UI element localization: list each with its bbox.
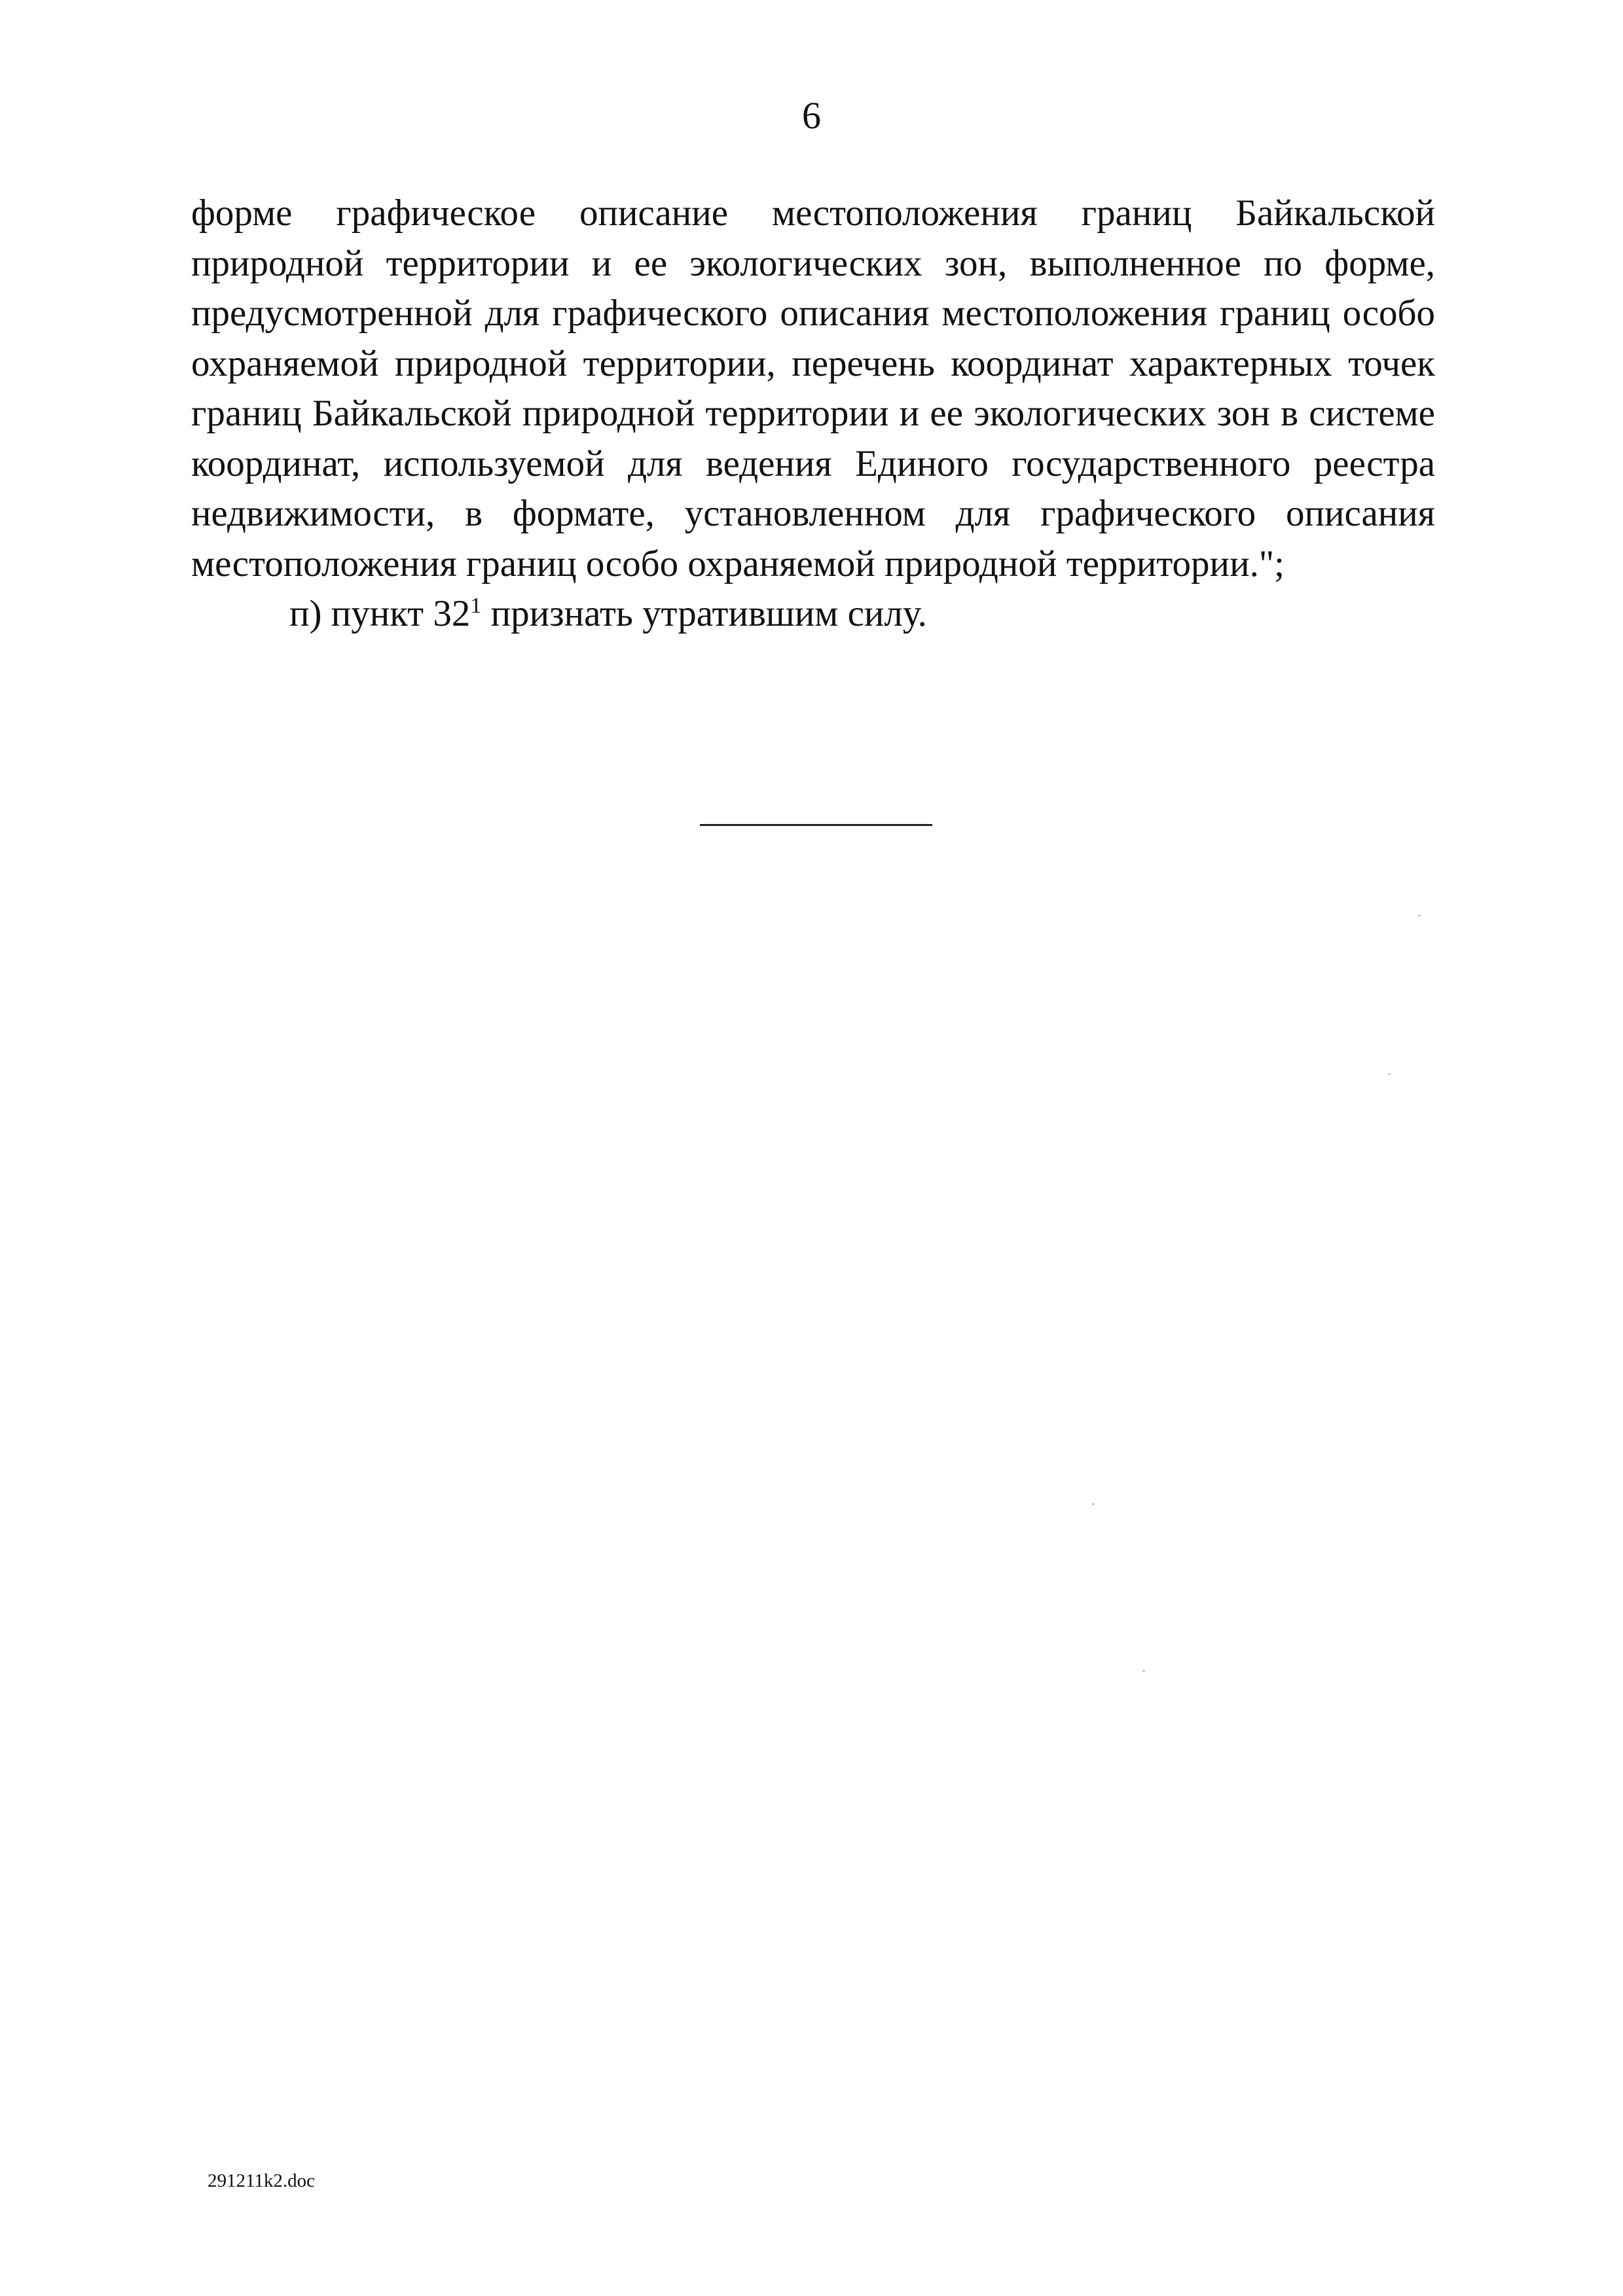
scan-speck: [1092, 1503, 1095, 1505]
scan-speck: [1142, 1670, 1145, 1672]
scan-speck: [1418, 915, 1421, 916]
paragraph-item-p: [191, 589, 1435, 639]
scan-speck: [1388, 1073, 1391, 1075]
paragraph-item-p-lead: п) пункт 32: [289, 593, 471, 634]
document-body: [191, 188, 1435, 639]
superscript-index: 1: [470, 594, 482, 618]
end-separator-line: [700, 824, 932, 826]
paragraph-boundaries-description: форме графическое описание местоположения границ Байкальской природной территории и ее экологических зон, выполненное по форме, предусмотренной для графического описания местоположения границ особо охраняемой природной территории, перечень координат характерных точек границ Байкальской природной территории и ее экологических зон в системе координат, используемой для ведения Единого государственного реестра недвижимости, в формате, установленном для графического описания местоположения границ особо охраняемой природной территории.";: [191, 192, 1435, 584]
paragraph-item-p-tail: признать утратившим силу.: [481, 593, 927, 634]
footer-file-code: 291211k2.doc: [208, 2170, 316, 2191]
page-number: 6: [802, 94, 821, 137]
